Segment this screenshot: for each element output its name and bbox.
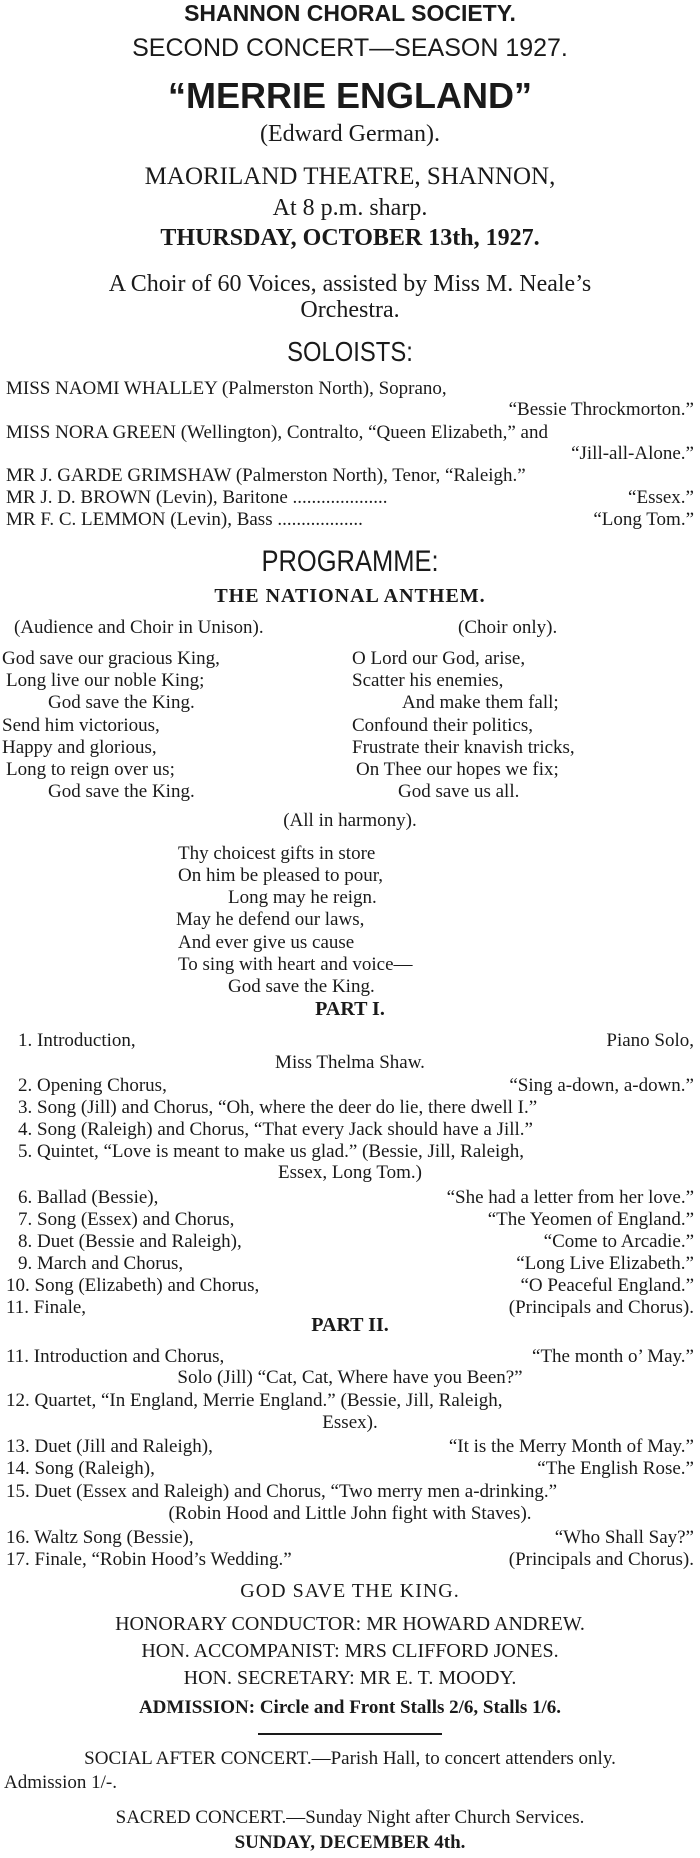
hon-accompanist: HON. ACCOMPANIST: MRS CLIFFORD JONES. [141,1640,559,1662]
programme-item: 10. Song (Elizabeth) and Chorus, “O Peaceful England.” [6,1275,694,1296]
programme-item: 5. Quintet, “Love is meant to make us glad.” (Bessie, Jill, Raleigh, [18,1141,525,1162]
verse-line: God save the King. [228,976,375,997]
concert-date: THURSDAY, OCTOBER 13th, 1927. [160,225,540,251]
verse-line: Frustrate their knavish tricks, [352,737,575,758]
programme-item: 2. Opening Chorus, “Sing a-down, a-down.” [18,1075,694,1096]
soloist-line: “Jill-all-Alone.” [571,443,694,464]
soloist-line: MR J. D. BROWN (Levin), Baritone .................... “Essex.” [6,487,694,508]
verse-line: And ever give us cause [178,932,355,953]
verse-line: May he defend our laws, [176,909,365,930]
verse-line: Long may he reign. [228,887,377,908]
programme-item: 3. Song (Jill) and Chorus, “Oh, where the deer do lie, there dwell I.” [18,1097,538,1118]
verse-line: God save the King. [48,692,195,713]
admission-prices: ADMISSION: Circle and Front Stalls 2/6, Stalls 1/6. [138,1697,562,1718]
venue: MAORILAND THEATRE, SHANNON, [144,163,556,190]
programme-item: 1. Introduction, Piano Solo, [18,1030,694,1051]
composer: (Edward German). [260,121,440,147]
verse-line: Scatter his enemies, [352,670,504,691]
divider-rule [258,1733,442,1735]
soloist-line: “Bessie Throckmorton.” [508,399,694,420]
performer-line: (Robin Hood and Little John fight with Staves). [168,1503,532,1524]
verse-line: Confound their politics, [352,715,534,736]
performer-line: Miss Thelma Shaw. [275,1052,425,1073]
programme-item: 6. Ballad (Bessie), “She had a letter from her love.” [18,1187,694,1208]
soloist-line: MISS NORA GREEN (Wellington), Contralto, “Queen Elizabeth,” and [6,422,548,443]
programme-heading: PROGRAMME: [261,545,439,578]
sacred-concert: SACRED CONCERT.—Sunday Night after Church Services. [115,1807,585,1828]
soloists-heading: SOLOISTS: [287,336,413,367]
verse-line: God save our gracious King, [2,648,220,669]
anthem-heading: THE NATIONAL ANTHEM. [214,585,486,607]
verse-line: On him be pleased to pour, [178,865,384,886]
verse-line: Long live our noble King; [6,670,205,691]
programme-item: 13. Duet (Jill and Raleigh), “It is the Merry Month of May.” [6,1436,694,1457]
programme-item: 9. March and Chorus, “Long Live Elizabeth.” [18,1253,694,1274]
choir-only-caption: (Choir only). [458,617,558,638]
concert-season: SECOND CONCERT—SEASON 1927. [132,34,568,62]
harmony-caption: (All in harmony). [283,810,417,831]
social-after-concert: SOCIAL AFTER CONCERT.—Parish Hall, to concert attenders only. [84,1748,616,1769]
part-two-heading: PART II. [311,1314,389,1336]
programme-item: 8. Duet (Bessie and Raleigh), “Come to Arcadie.” [18,1231,694,1252]
performer-line: Essex). [322,1412,378,1433]
verse-line: God save the King. [48,781,195,802]
part-one-heading: PART I. [315,998,385,1020]
society-name: SHANNON CHORAL SOCIETY. [184,0,516,26]
verse-line: On Thee our hopes we fix; [356,759,559,780]
choir-line-1: A Choir of 60 Voices, assisted by Miss M. Neale’s [108,271,592,297]
social-admission: Admission 1/-. [4,1772,117,1793]
hon-secretary: HON. SECRETARY: MR E. T. MOODY. [183,1667,517,1689]
programme-item: 12. Quartet, “In England, Merrie England.” (Bessie, Jill, Raleigh, [6,1390,503,1411]
programme-item: 17. Finale, “Robin Hood’s Wedding.” (Principals and Chorus). [6,1549,694,1570]
honorary-conductor: HONORARY CONDUCTOR: MR HOWARD ANDREW. [115,1613,585,1635]
programme-item: 11. Introduction and Chorus, “The month o’ May.” [6,1346,694,1367]
verse-line: O Lord our God, arise, [352,648,526,669]
performer-line: Solo (Jill) “Cat, Cat, Where have you Been?” [177,1367,523,1388]
programme-item: 16. Waltz Song (Bessie), “Who Shall Say?” [6,1527,694,1548]
verse-line: God save us all. [398,781,520,802]
verse-line: Send him victorious, [2,715,160,736]
verse-line: And make them fall; [402,692,559,713]
soloist-line: MISS NAOMI WHALLEY (Palmerston North), Soprano, [6,378,447,399]
concert-title: “MERRIE ENGLAND” [167,75,532,116]
start-time: At 8 p.m. sharp. [272,195,428,221]
verse-line: To sing with heart and voice— [178,954,413,975]
verse-line: Long to reign over us; [6,759,175,780]
programme-item: 11. Finale, (Principals and Chorus). [6,1297,694,1318]
programme-item: 14. Song (Raleigh), “The English Rose.” [6,1458,694,1479]
choir-line-2: Orchestra. [300,297,400,323]
programme-item: 4. Song (Raleigh) and Chorus, “That every Jack should have a Jill.” [18,1119,533,1140]
verse-line: Happy and glorious, [2,737,157,758]
unison-caption: (Audience and Choir in Unison). [14,617,264,638]
god-save-the-king: GOD SAVE THE KING. [240,1580,460,1602]
verse-line: Thy choicest gifts in store [178,843,376,864]
programme-item: 7. Song (Essex) and Chorus, “The Yeomen of England.” [18,1209,694,1230]
performer-line: Essex, Long Tom.) [278,1162,422,1183]
programme-item: 15. Duet (Essex and Raleigh) and Chorus, “Two merry men a-drinking.” [6,1481,558,1502]
soloist-line: MR J. GARDE GRIMSHAW (Palmerston North), Tenor, “Raleigh.” [6,465,526,486]
soloist-line: MR F. C. LEMMON (Levin), Bass .................. “Long Tom.” [6,509,694,530]
sacred-concert-date: SUNDAY, DECEMBER 4th. [234,1832,466,1853]
